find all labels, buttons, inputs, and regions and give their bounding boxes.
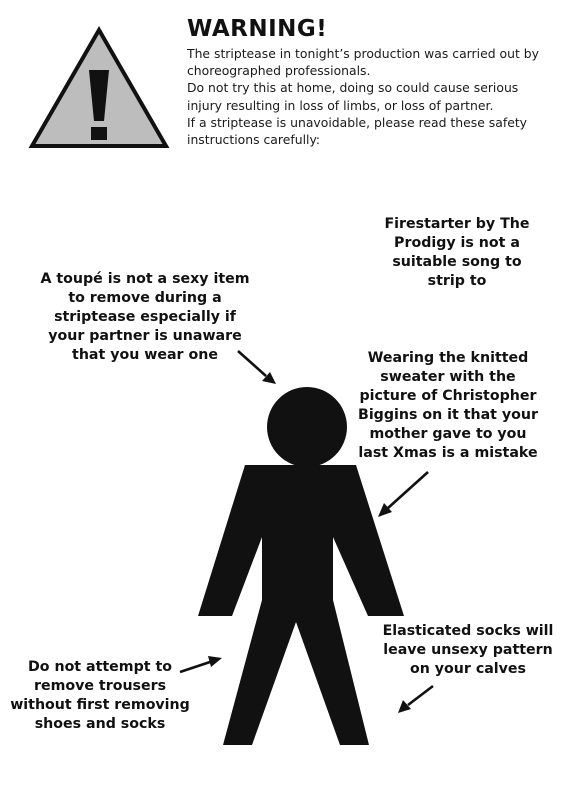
warning-title: WARNING! [187, 16, 328, 42]
note-toupe: A toupé is not a sexy item to remove during a striptease especially if your partner is unaware that you wear one [40, 271, 250, 363]
arrow-socks [398, 686, 433, 713]
arrow-sweater [378, 472, 428, 517]
warning-line: The striptease in tonight’s production was carried out by choreographed professionals. [187, 46, 539, 79]
note-prodigy: Firestarter by The Prodigy is not a suitable song to strip to [384, 216, 530, 289]
figure-body [198, 465, 404, 745]
note-socks: Elasticated socks will leave unsexy pattern on your calves [382, 623, 554, 677]
note-trousers: Do not attempt to remove trousers without first removing shoes and socks [10, 659, 190, 732]
note-sweater: Wearing the knitted sweater with the picture of Christopher Biggins on it that your mother gave to you last Xmas is a mistake [358, 350, 538, 461]
warning-line: If a striptease is unavoidable, please read these safety instructions carefully: [187, 114, 528, 148]
figure-head [267, 387, 347, 467]
warning-line: Do not try this at home, doing so could cause serious injury resulting in loss of limbs, or loss of partner. [187, 80, 519, 113]
